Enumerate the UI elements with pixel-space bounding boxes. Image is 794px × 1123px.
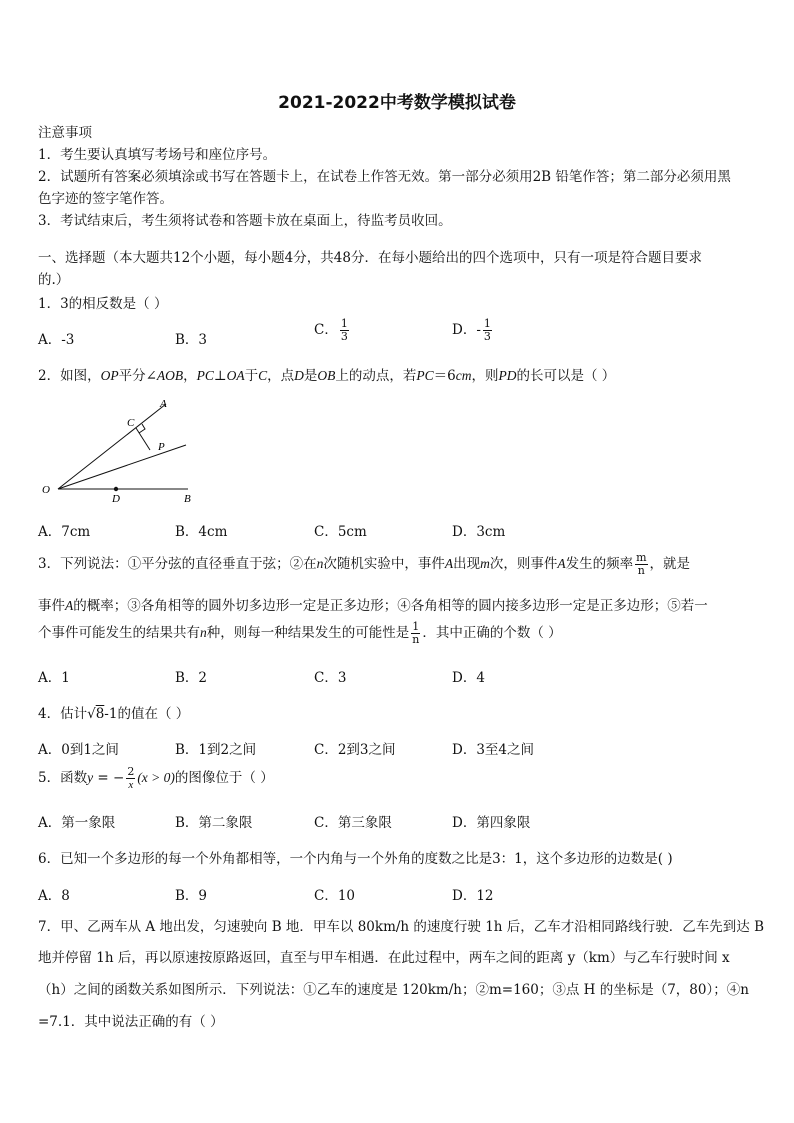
q1-option-b: B．3 [175,332,208,348]
q5-option-c: C．第三象限 [314,815,392,831]
notice-item: 3．考试结束后，考生须将试卷和答题卡放在桌面上，待监考员收回。 [38,213,452,229]
q3-option-a: A．1 [38,670,70,686]
q4-option-c: C．2到3之间 [314,742,396,758]
question-3-line-2: 事件A的概率；③各角相等的圆外切多边形一定是正多边形；④各角相等的圆内接多边形一定是正多边形；⑤若一 [38,598,708,614]
notice-item: 1．考生要认真填写考场号和座位序号。 [38,147,277,163]
question-7-line-3: （h）之间的函数关系如图所示．下列说法：①乙车的速度是 120km/h；②m=160；③点 H 的坐标是（7，80）；④n [38,982,749,998]
q2-option-d: D．3cm [452,524,506,540]
q6-option-a: A．8 [38,888,70,904]
q4-option-b: B．1到2之间 [175,742,257,758]
q6-option-b: B．9 [175,888,208,904]
q6-option-c: C．10 [314,888,356,904]
q4-option-a: A．0到1之间 [38,742,119,758]
question-7-line-2: 地并停留 1h 后，再以原速按原路返回，直至与甲车相遇．在此过程中，两车之间的距离 y（km）与乙车行驶时间 x [38,950,730,966]
label-p: P [158,441,165,453]
sqrt-symbol: √ [87,706,96,722]
question-1-stem: 1．3的相反数是（ ） [38,296,168,312]
question-7-line-1: 7．甲、乙两车从 A 地出发，匀速驶向 B 地．甲车以 80km/h 的速度行驶 1h 后，乙车才沿相同路线行驶．乙车先到达 B [38,919,764,935]
q3-option-c: C．3 [314,670,347,686]
right-angle-mark [139,424,145,433]
notice-heading: 注意事项 [38,125,92,141]
q1-option-d: D．- $\frac{1}{3}$ [452,317,491,343]
label-d: D [112,493,120,505]
question-2-stem: 2．如图，OP平分∠AOB，PC⊥OA于C，点D是OB上的动点，若PC＝6cm，则PD的长可以是（ ） [38,368,616,384]
segment-pc [136,428,150,450]
q2-option-a: A．7cm [38,524,91,540]
q1-option-c: C． $\frac{1}{3}$ [314,317,348,343]
q6-option-d: D．12 [452,888,494,904]
notice-item: 色字迹的签字笔作答。 [38,191,173,207]
label-c: C [127,417,135,429]
section-heading: 一、选择题（本大题共12个小题，每小题4分，共48分．在每小题给出的四个选项中，只有一项是符合题目要求 [38,250,702,266]
question-5-stem: 5．函数y = − $\frac{2}{x}$ (x > 0)的图像位于（ ） [38,765,274,791]
q3-option-d: D．4 [452,670,485,686]
question-6-stem: 6．已知一个多边形的每一个外角都相等，一个内角与一个外角的度数之比是3：1，这个多边形的边数是( ) [38,851,673,867]
q4-option-d: D．3至4之间 [452,742,535,758]
question-4-stem: 4．估计√8-1的值在（ ） [38,706,190,722]
label-o: O [42,484,50,496]
ray-op [58,445,186,489]
q2-option-b: B．4cm [175,524,228,540]
q2-option-c: C．5cm [314,524,367,540]
ray-oa [58,404,166,489]
q3-option-b: B．2 [175,670,208,686]
q5-option-b: B．第二象限 [175,815,253,831]
page-title: 2021-2022中考数学模拟试卷 [278,93,516,113]
q1-option-a: A．-3 [38,332,75,348]
notice-item: 2．试题所有答案必须填涂或书写在答题卡上，在试卷上作答无效。第一部分必须用2B 铅笔作答；第二部分必须用黑 [38,169,731,185]
label-a: A [160,398,167,410]
q5-option-a: A．第一象限 [38,815,116,831]
question-3-line-1: 3．下列说法：①平分弦的直径垂直于弦；②在n次随机实验中，事件A出现m次，则事件A发生的频率 $\frac{m}{n}$ ，就是 [38,551,691,577]
question-7-line-4: =7.1．其中说法正确的有（ ） [38,1014,224,1030]
label-b: B [184,493,191,505]
question-3-line-3: 个事件可能发生的结果共有n种，则每一种结果发生的可能性是 $\frac{1}{n}$ ．其中正确的个数（ ） [38,620,562,646]
section-heading-cont: 的.） [38,272,70,288]
point-d [114,487,118,491]
geometry-figure [36,392,206,510]
q5-option-d: D．第四象限 [452,815,531,831]
